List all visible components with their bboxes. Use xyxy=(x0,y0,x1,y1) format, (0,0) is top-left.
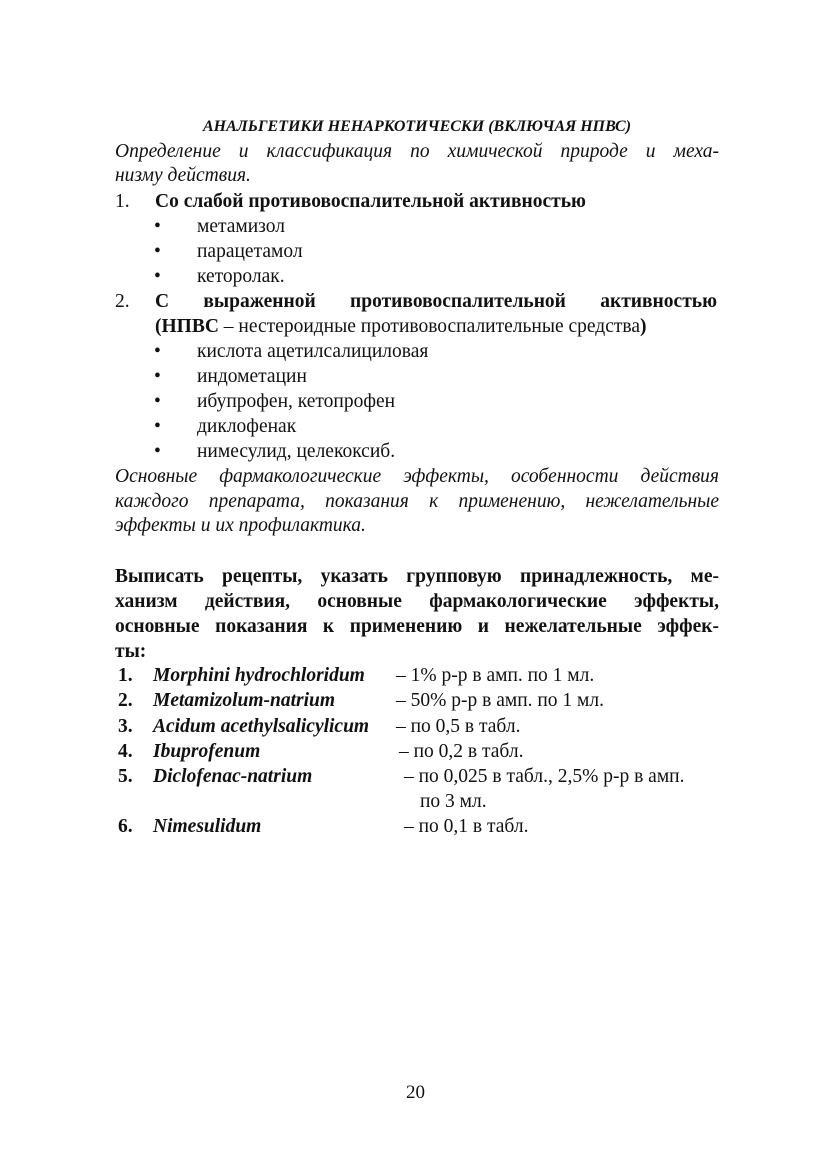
bullet-icon: • xyxy=(154,216,161,237)
group-2-number: 2. xyxy=(115,291,130,312)
bullet-icon: • xyxy=(154,441,161,462)
rx-drug-name: Diclofenac-natrium xyxy=(153,766,313,787)
task-line-2: ханизм действия, основные фармакологические эффекты, xyxy=(115,591,719,612)
rx-dose: – 50% р-р в амп. по 1 мл. xyxy=(396,690,605,711)
rx-drug-name: Morphini hydrochloridum xyxy=(153,665,365,686)
rx-number: 3. xyxy=(118,716,133,737)
rx-dose: – 1% р-р в амп. по 1 мл. xyxy=(396,665,595,686)
rx-number: 4. xyxy=(118,741,133,762)
page-number: 20 xyxy=(406,1082,425,1103)
rx-number: 6. xyxy=(118,816,133,837)
rx-number: 1. xyxy=(118,665,133,686)
group-1-heading: Со слабой противовоспалительной активностью xyxy=(155,191,586,212)
bullet-icon: • xyxy=(154,341,161,362)
intro-line-2: низму действия. xyxy=(115,165,251,186)
task-line-4: ты: xyxy=(115,641,147,662)
list-item: парацетамол xyxy=(197,241,303,262)
rx-number: 5. xyxy=(118,766,133,787)
rx-drug-name: Nimesulidum xyxy=(153,816,262,837)
task-line-1: Выписать рецепты, указать групповую принадлежность, ме- xyxy=(115,566,719,587)
rx-drug-name: Acidum acethylsalicylicum xyxy=(153,716,370,737)
list-item: индометацин xyxy=(197,366,307,387)
rx-number: 2. xyxy=(118,690,133,711)
rx-drug-name: Metamizolum-natrium xyxy=(153,690,336,711)
effects-line-3: эффекты и их профилактика. xyxy=(115,515,366,536)
abbreviation-expansion: – нестероидные противовоспалительные средства xyxy=(218,316,640,337)
rx-drug-name: Ibuprofenum xyxy=(153,741,261,762)
list-item: ибупрофен, кетопрофен xyxy=(197,391,396,412)
rx-dose: – по 0,1 в табл. xyxy=(404,816,529,837)
rx-dose-continued: по 3 мл. xyxy=(420,791,487,812)
rx-dose: – по 0,5 в табл. xyxy=(396,716,521,737)
list-item: нимесулид, целекоксиб. xyxy=(197,441,396,462)
intro-line-1: Определение и классификация по химической природе и меха- xyxy=(115,141,719,162)
group-1-number: 1. xyxy=(115,191,130,212)
closing-paren: ) xyxy=(639,316,647,337)
bullet-icon: • xyxy=(154,391,161,412)
section-title: АНАЛЬГЕТИКИ НЕНАРКОТИЧЕСКИ (ВКЛЮЧАЯ НПВС) xyxy=(202,118,632,135)
bullet-icon: • xyxy=(154,366,161,387)
list-item: диклофенак xyxy=(197,416,297,437)
list-item: метамизол xyxy=(197,216,285,237)
rx-dose: – по 0,025 в табл., 2,5% р-р в амп. xyxy=(404,766,685,787)
group-2-heading-line-2 xyxy=(155,315,717,339)
bullet-icon: • xyxy=(154,241,161,262)
bullet-icon: • xyxy=(154,266,161,287)
task-line-3: основные показания к применению и нежелательные эффек- xyxy=(115,616,719,637)
abbreviation: (НПВС xyxy=(155,316,219,337)
group-2-heading-line-1: С выраженной противовоспалительной активностью xyxy=(155,291,717,312)
bullet-icon: • xyxy=(154,416,161,437)
effects-line-2: каждого препарата, показания к применению, нежелательные xyxy=(115,491,719,512)
effects-line-1: Основные фармакологические эффекты, особенности действия xyxy=(115,466,719,487)
list-item: кислота ацетилсалициловая xyxy=(197,341,429,362)
rx-dose: – по 0,2 в табл. xyxy=(399,741,524,762)
list-item: кеторолак. xyxy=(197,266,285,287)
